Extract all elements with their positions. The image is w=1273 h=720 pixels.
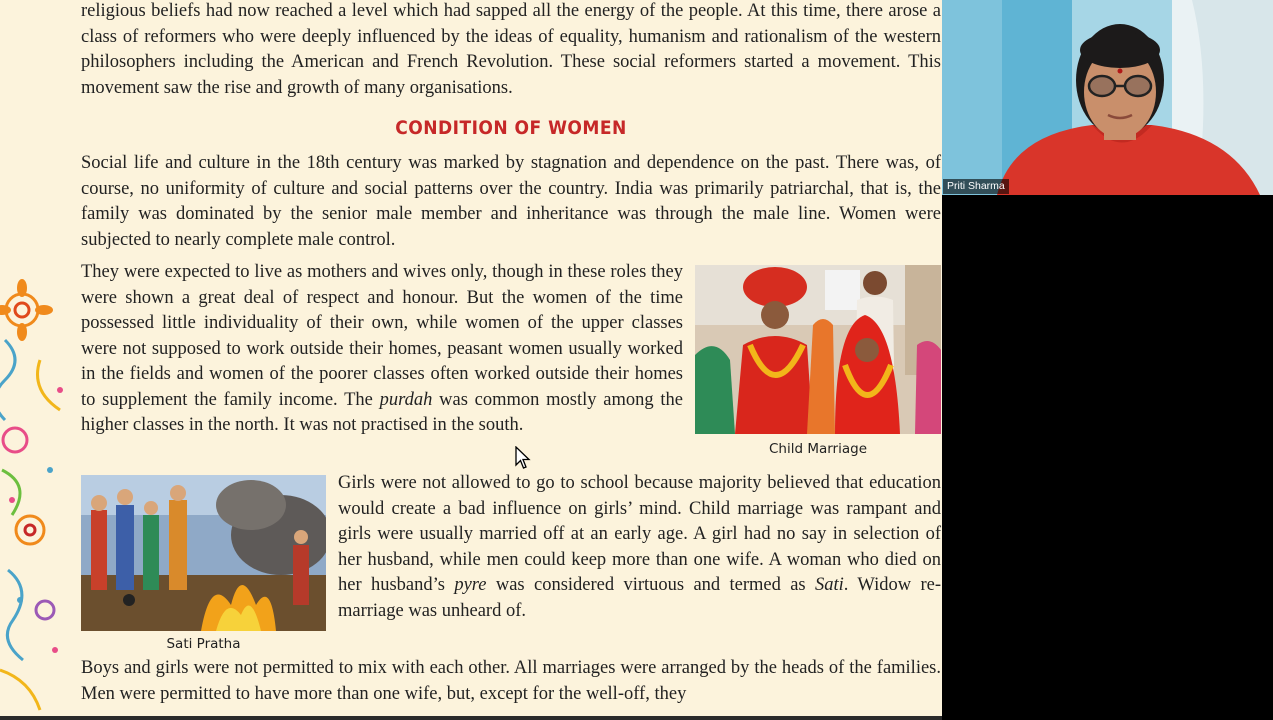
decorative-floral-border bbox=[0, 270, 80, 716]
italic-term: pyre bbox=[454, 575, 487, 595]
child-marriage-photo bbox=[695, 265, 941, 434]
intro-paragraph: religious beliefs had now reached a level which had sapped all the energy of the people. At this time, there arose a class of reformers who were deeply influenced by the ideas of equality, humanism and rationalism of the western philosophers including the American and French Revolution. These social reformers started a movement. This movement saw the rise and growth of many organisations. bbox=[81, 1, 941, 98]
text-run: . Widow re-marriage was unheard of. bbox=[338, 575, 942, 621]
text-run: Girls were not allowed to go to school because majority believed that education would create a bad influence on girls’ mind. Child marriage was rampant and girls were usually married off at an early age. A girl had no say in selection of her husband, while men could keep more than one wife. A woman who died on her husband’s bbox=[338, 473, 941, 595]
sati-pratha-illustration bbox=[81, 475, 326, 631]
section-heading: CONDITION OF WOMEN bbox=[395, 117, 627, 139]
boys-paragraph: Boys and girls were not permitted to mix with each other. All marriages were arranged by the heads of the families. Men were permitted to have more than one wife, but, except for the well-off, they bbox=[81, 658, 941, 704]
participant-video-tile[interactable] bbox=[942, 0, 1273, 195]
italic-term: Sati bbox=[814, 575, 844, 595]
child-marriage-caption: Child Marriage bbox=[768, 441, 868, 457]
text-run: They were expected to live as mothers and wives only, though in these roles they were shown a great deal of respect and honour. But the women of the time possessed little individuality of their own, while women of the upper classes were not supposed to work outside their homes, peasant women usually worked in the fields and women of the poorer classes often worked outside their homes to supplement the family income. The bbox=[81, 262, 683, 410]
window-bottom-edge bbox=[0, 716, 942, 720]
girls-paragraph bbox=[338, 471, 941, 624]
participant-video-feed bbox=[942, 0, 1273, 195]
italic-term: purdah bbox=[379, 389, 433, 410]
mothers-paragraph bbox=[81, 260, 683, 439]
mouse-pointer-icon bbox=[515, 446, 531, 470]
participant-name-tag: Priti Sharma bbox=[943, 179, 1009, 194]
sati-pratha-caption: Sati Pratha bbox=[166, 636, 241, 652]
text-run: was considered virtuous and termed as bbox=[486, 575, 815, 595]
text-run: was common mostly among the higher classes in the north. It was not practised in the south. bbox=[81, 389, 683, 435]
social-life-paragraph: Social life and culture in the 18th century was marked by stagnation and dependence on the past. There was, of course, no uniformity of culture and social patterns over the country. India was primarily patriarchal, that is, the family was dominated by the senior male member and inheritance was through the male line. Women were subjected to nearly complete male control. bbox=[81, 153, 941, 250]
